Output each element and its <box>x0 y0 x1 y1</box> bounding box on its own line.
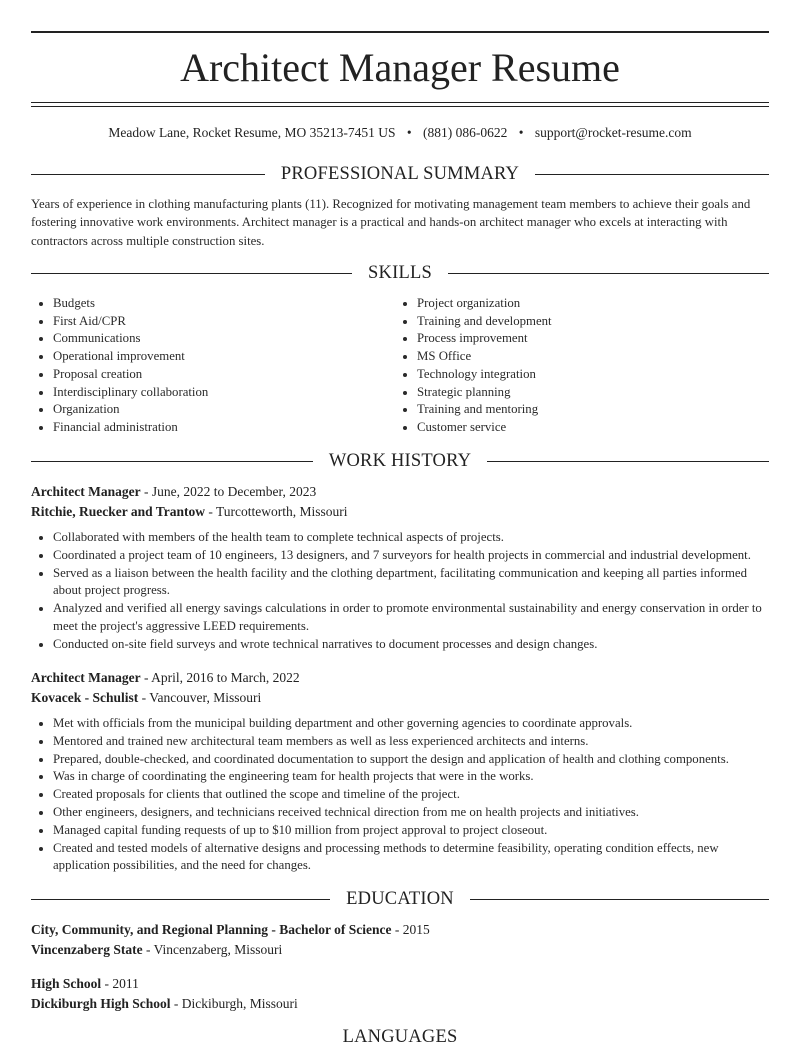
contact-address: Meadow Lane, Rocket Resume, MO 35213-7451 US <box>108 125 396 140</box>
contact-phone: (881) 086-0622 <box>423 125 508 140</box>
job-bullet: • Created proposals for clients that outlined the scope and timeline of the project. <box>53 786 769 804</box>
degree-line <box>31 974 769 994</box>
school-location: - Vincenzaberg, Missouri <box>142 942 283 957</box>
job-bullet: • Prepared, double-checked, and coordinated documentation to support the design and application of health and clothing components. <box>53 751 769 769</box>
languages-heading <box>31 1024 769 1050</box>
contact-line <box>31 123 769 143</box>
heading-rule <box>448 273 769 274</box>
education-heading-label: EDUCATION <box>346 888 454 909</box>
job-bullet: • Was in charge of coordinating the engineering team for health projects that were in the works. <box>53 768 769 786</box>
job-dates: - April, 2016 to March, 2022 <box>140 670 300 685</box>
summary-heading-label: PROFESSIONAL SUMMARY <box>280 163 520 184</box>
skill-item: • Process improvement <box>417 330 735 348</box>
skill-item: • Operational improvement <box>53 348 371 366</box>
employer-location: - Turcotteworth, Missouri <box>205 504 348 519</box>
school-location: - Dickiburgh, Missouri <box>170 996 298 1011</box>
skill-item: • Training and mentoring <box>417 401 735 419</box>
degree-name: City, Community, and Regional Planning - Bachelor of Science <box>31 922 392 937</box>
skill-item: • Interdisciplinary collaboration <box>53 384 371 402</box>
skill-item: • Customer service <box>417 419 735 437</box>
degree-name: High School <box>31 976 102 991</box>
skill-item: • Organization <box>53 401 371 419</box>
skill-item: • Financial administration <box>53 419 371 437</box>
heading-rule <box>31 273 352 274</box>
degree-line <box>31 920 769 940</box>
school-line <box>31 994 769 1014</box>
heading-rule <box>31 174 265 175</box>
skill-item: • Proposal creation <box>53 366 371 384</box>
employer-name: Kovacek - Schulist <box>31 690 139 705</box>
job-title: Architect Manager <box>31 484 141 499</box>
top-rule <box>31 31 769 33</box>
job-bullet: • Served as a liaison between the health facility and the clothing department, facilitating communication and keeping all parties informed about project progress. <box>53 565 769 601</box>
job-title-line <box>31 668 769 688</box>
job-title-line <box>31 482 769 502</box>
school-name: Dickiburgh High School <box>31 996 171 1011</box>
contact-email: support@rocket-resume.com <box>534 125 692 140</box>
job-bullet: • Managed capital funding requests of up to $10 million from project approval to project closeout. <box>53 822 769 840</box>
job-bullets <box>31 715 769 875</box>
job-bullet: • Other engineers, designers, and technicians received technical direction from me on health projects and initiatives. <box>53 804 769 822</box>
job-dates: - June, 2022 to December, 2023 <box>140 484 317 499</box>
work-heading <box>31 448 769 474</box>
employer-line <box>31 502 769 522</box>
title-double-rule <box>31 102 769 107</box>
skills-heading <box>31 260 769 286</box>
skill-item: • First Aid/CPR <box>53 313 371 331</box>
heading-rule <box>535 174 769 175</box>
degree-year: - 2011 <box>101 976 139 991</box>
education-heading <box>31 886 769 912</box>
skill-item: • MS Office <box>417 348 735 366</box>
heading-rule <box>470 899 769 900</box>
skills-right-column <box>395 295 735 437</box>
skills-heading-label: SKILLS <box>368 262 432 283</box>
degree-year: - 2015 <box>391 922 430 937</box>
job-bullets <box>31 529 769 654</box>
job-bullet: • Created and tested models of alternative designs and processing methods to determine feasibility, operating condition effects, new application possibilities, and the need for changes. <box>53 840 769 876</box>
job-bullet: • Met with officials from the municipal building department and other governing agencies to coordinate approvals. <box>53 715 769 733</box>
skill-item: • Training and development <box>417 313 735 331</box>
employer-line <box>31 688 769 708</box>
skill-item: • Strategic planning <box>417 384 735 402</box>
job-bullet: • Conducted on-site field surveys and wrote technical narratives to document processes and design changes. <box>53 636 769 654</box>
heading-rule <box>487 461 769 462</box>
employer-location: - Vancouver, Missouri <box>138 690 262 705</box>
job-bullet: • Mentored and trained new architectural team members as well as less experienced architects and interns. <box>53 733 769 751</box>
school-name: Vincenzaberg State <box>31 942 143 957</box>
job-bullet: • Analyzed and verified all energy savings calculations in order to promote environmental sustainability and energy conservation in order to meet the project's aggressive LEED requirements. <box>53 600 769 636</box>
summary-text: Years of experience in clothing manufacturing plants (11). Recognized for motivating management team members to achieve their goals and fostering innovative work environments. Architect manager is a practical and hands-on architect manager who excels at interacting with contractors across multiple construction sites. <box>31 197 751 248</box>
job-bullet: • Collaborated with members of the health team to complete technical aspects of projects. <box>53 529 769 547</box>
heading-rule <box>31 461 313 462</box>
employer-name: Ritchie, Ruecker and Trantow <box>31 504 205 519</box>
job-bullet: • Coordinated a project team of 10 engineers, 13 designers, and 7 surveyors for health projects in commercial and industrial development. <box>53 547 769 565</box>
page-title: Architect Manager Resume <box>180 45 620 90</box>
school-line <box>31 940 769 960</box>
work-heading-label: WORK HISTORY <box>328 450 472 471</box>
skill-item: • Budgets <box>53 295 371 313</box>
skill-item: • Technology integration <box>417 366 735 384</box>
job-title: Architect Manager <box>31 670 141 685</box>
heading-rule <box>31 899 330 900</box>
contact-separator: • <box>518 125 524 140</box>
skill-item: • Project organization <box>417 295 735 313</box>
skills-left-column <box>31 295 371 437</box>
skill-item: • Communications <box>53 330 371 348</box>
summary-heading <box>31 161 769 187</box>
languages-heading-label: LANGUAGES <box>342 1026 458 1047</box>
contact-separator: • <box>406 125 412 140</box>
